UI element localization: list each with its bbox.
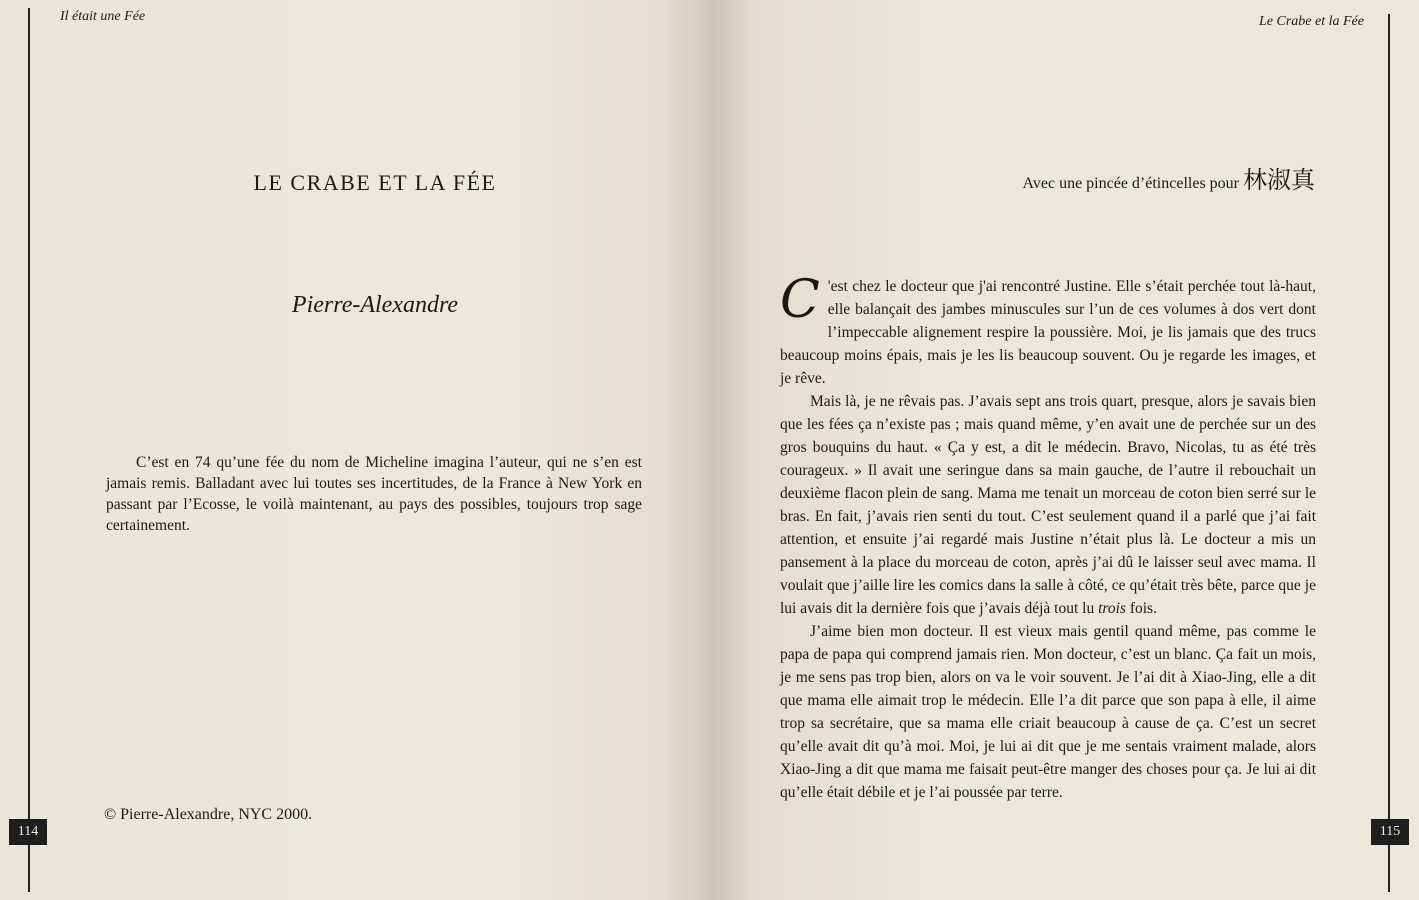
right-margin-rule (1388, 14, 1390, 892)
dedication-name: 林淑真 (1243, 166, 1315, 194)
story-text (780, 270, 1316, 804)
author-bio: C’est en 74 qu’une fée du nom de Micheline imagina l’auteur, qui ne s’en est jamais remis. Balladant avec lui toutes ses incertitudes, de la France à New York en passant par l’Ecosse, le voilà maintenant, au pays des possibles, toujours trop sage certainement. (106, 454, 642, 534)
paragraph-2-text: Mais là, je ne rêvais pas. J’avais sept ans trois quart, presque, alors je savais bien que les fées ça n’existe pas ; mais quand même, y’en avait une de perchée sur un des gros bouquins du haut. « Ça y est, a dit le médecin. Bravo, Nicolas, tu as été très courageux. » Il avait une seringue dans sa main gauche, de l’autre il rebouchait un deuxième flacon plein de sang. Mama me tenait un morceau de coton bien serré sur le bras. En fait, j’avais rien senti du tout. C’est seulement quand il a parlé que j’ai fait attention, et ensuite j’ai regardé mais Justine n’était plus là. Le docteur a mis un pansement à la place du morceau de coton, après j’ai dû le laisser seul avec mama. Il voulait que j’aille lire les comics dans la salle à côté, ce qu’était très bête, parce que je lui avais dit la dernière fois que j’avais déjà tout lu (780, 393, 1316, 617)
paragraph-1-text: 'est chez le docteur que j'ai rencontré Justine. Elle s’était perchée tout là-haut, elle balançait des jambes minuscules sur l’un de ces volumes à dos vert dont l’impeccable alignement respire la poussière. Moi, je lis jamais que des trucs beaucoup moins épais, mais je les lis beaucoup souvent. Ou je regarde les images, et je rêve. (780, 278, 1316, 387)
page-number-right: 115 (1371, 819, 1409, 845)
copyright-notice: © Pierre-Alexandre, NYC 2000. (104, 806, 313, 823)
italic-word: trois (1098, 600, 1126, 617)
paragraph-2-end: fois. (1129, 600, 1157, 617)
story-title: LE CRABE ET LA FÉE (253, 170, 497, 195)
page-number-left: 114 (9, 819, 47, 845)
dedication (1023, 160, 1316, 195)
drop-cap: C (780, 270, 820, 330)
right-running-head: Le Crabe et la Fée (1259, 14, 1364, 29)
paragraph-3: J’aime bien mon docteur. Il est vieux mais gentil quand même, pas comme le papa de papa qui comprend jamais rien. Mon docteur, c’est un blanc. Ça fait un mois, je me sens pas trop bien, alors on va le voir souvent. Je l’ai dit à Xiao-Jing, elle a dit que mama elle aimait trop le médecin. Elle l’a dit parce que son papa à elle, il aime trop sa secrétaire, que sa mama elle criait beaucoup à cause de ça. C’est un secret qu’elle avait dit qu’à moi. Moi, je lui ai dit que je me sentais vraiment malade, alors Xiao-Jing a dit que mama me faisait peut-être manger des choses pour ça. Je lui ai dit qu’elle était débile et je l’ai poussée par terre. (780, 623, 1316, 801)
paragraph-2 (780, 390, 1316, 620)
author-name: Pierre-Alexandre (291, 292, 459, 318)
left-margin-rule (28, 8, 30, 892)
paragraph-1 (780, 270, 1316, 390)
dedication-text: Avec une pincée d’étincelles pour (1022, 175, 1239, 192)
left-running-head: Il était une Fée (60, 9, 146, 24)
